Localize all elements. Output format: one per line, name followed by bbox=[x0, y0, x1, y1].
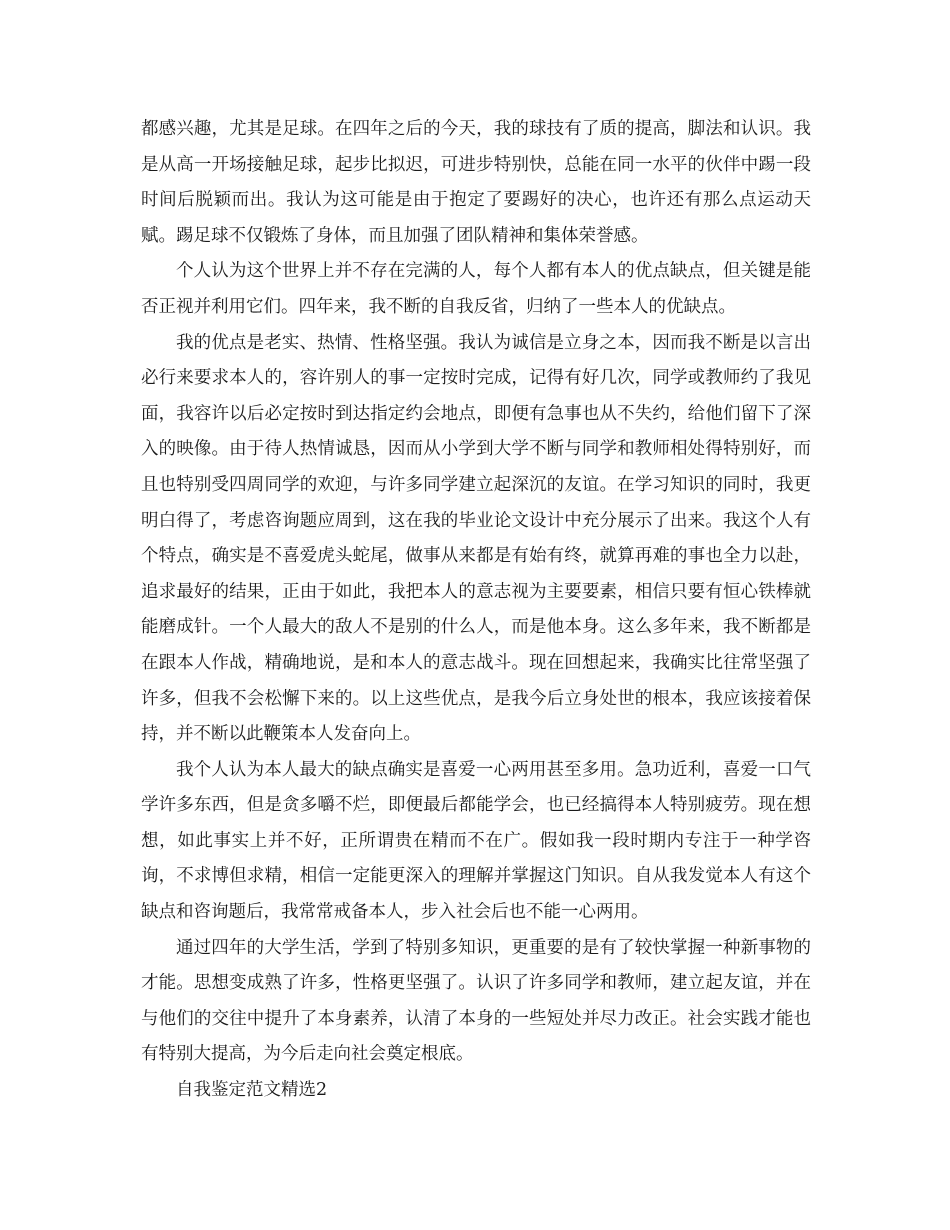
paragraph-3: 我的优点是老实、热情、性格坚强。我认为诚信是立身之本，因而我不断是以言出必行来要求本人的，容许别人的事一定按时完成，记得有好几次，同学或教师约了我见面，我容许以后必定按时到达指定约会地点，即便有急事也从不失约，给他们留下了深入的映像。由于待人热情诚恳，因而从小学到大学不断与同学和教师相处得特别好，而且也特别受四周同学的欢迎，与许多同学建立起深沉的友谊。在学习知识的同时，我更明白得了，考虑咨询题应周到，这在我的毕业论文设计中充分展示了出来。我这个人有个特点，确实是不喜爱虎头蛇尾，做事从来都是有始有终，就算再难的事也全力以赴，追求最好的结果，正由于如此，我把本人的意志视为主要要素，相信只要有恒心铁棒就能磨成针。一个人最大的敌人不是别的什么人，而是他本身。这么多年来，我不断都是在跟本人作战，精确地说，是和本人的意志战斗。现在回想起来，我确实比往常坚强了许多，但我不会松懈下来的。以上这些优点，是我今后立身处世的根本，我应该接着保持，并不断以此鞭策本人发奋向上。 bbox=[141, 332, 811, 745]
section-heading: 自我鉴定范文精选2 bbox=[176, 1080, 328, 1101]
paragraph-4: 我个人认为本人最大的缺点确实是喜爱一心两用甚至多用。急功近利，喜爱一口气学许多东西，但是贪多嚼不烂，即便最后都能学会，也已经搞得本人特别疲劳。现在想想，如此事实上并不好，正所谓贵在精而不在广。假如我一段时期内专注于一种学咨询，不求博但求精，相信一定能更深入的理解并掌握这门知识。自从我发觉本人有这个缺点和咨询题后，我常常戒备本人，步入社会后也不能一心两用。 bbox=[141, 759, 811, 923]
paragraph-2: 个人认为这个世界上并不存在完满的人，每个人都有本人的优点缺点，但关键是能否正视并利用它们。四年来，我不断的自我反省，归纳了一些本人的优缺点。 bbox=[141, 261, 811, 317]
document-body bbox=[141, 112, 811, 1109]
paragraph-5: 通过四年的大学生活，学到了特别多知识，更重要的是有了较快掌握一种新事物的才能。思想变成熟了许多，性格更坚强了。认识了许多同学和教师，建立起友谊，并在与他们的交往中提升了本身素养，认清了本身的一些短处并尽力改正。社会实践才能也有特别大提高，为今后走向社会奠定根底。 bbox=[141, 937, 811, 1065]
paragraph-1: 都感兴趣，尤其是足球。在四年之后的今天，我的球技有了质的提高，脚法和认识。我是从高一开场接触足球，起步比拟迟，可进步特别快，总能在同一水平的伙伴中踢一段时间后脱颖而出。我认为这可能是由于抱定了要踢好的决心，也许还有那么点运动天赋。踢足球不仅锻炼了身体，而且加强了团队精神和集体荣誉感。 bbox=[141, 119, 811, 246]
